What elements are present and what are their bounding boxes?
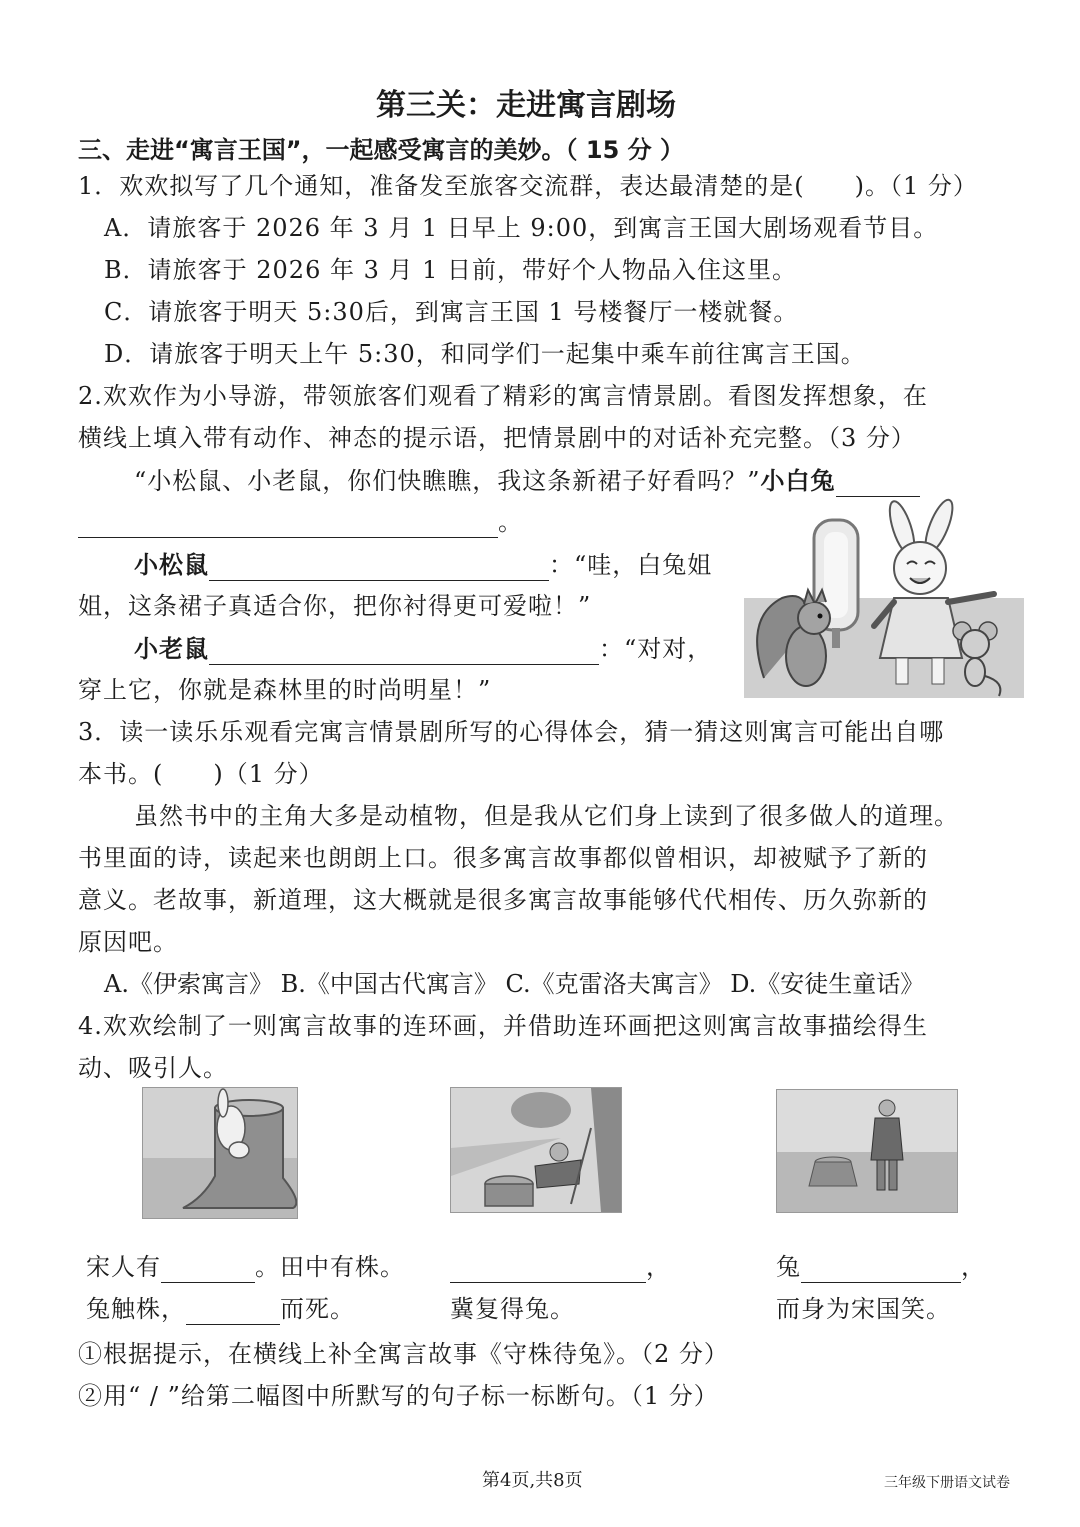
- mouse-blank[interactable]: [209, 642, 599, 665]
- rabbit-line: [134, 465, 920, 497]
- rabbit-period: 。: [498, 508, 523, 536]
- caption-1-a: 宋人有: [86, 1253, 161, 1281]
- caption-3-comma: ，: [961, 1253, 986, 1281]
- q3-passage-1: 虽然书中的主角大多是动植物，但是我从它们身上读到了很多做人的道理。: [134, 802, 959, 830]
- q3-passage-2: 书里面的诗，读起来也朗朗上口。很多寓言故事都似曾相识，却被赋予了新的: [78, 844, 928, 872]
- q4-sub1: ①根据提示，在横线上补全寓言故事《守株待兔》。（2 分）: [78, 1340, 729, 1368]
- squirrel-line: [134, 549, 712, 581]
- caption-3-blank[interactable]: [801, 1260, 961, 1283]
- comic-panel-2: [450, 1087, 622, 1213]
- q4-line1: 4.欢欢绘制了一则寓言故事的连环画，并借助连环画把这则寓言故事描绘得生: [78, 1012, 928, 1040]
- mouse-line: [134, 633, 712, 665]
- q3-passage-3: 意义。老故事，新道理，这大概就是很多寓言故事能够代代相传、历久弥新的: [78, 886, 928, 914]
- page-number: 第4页,共8页: [482, 1470, 583, 1491]
- squirrel-quote-a: ：“哇，白兔姐: [549, 551, 713, 579]
- tree-stump-icon: [809, 1157, 857, 1186]
- exam-label: 三年级下册语文试卷: [884, 1475, 1010, 1491]
- rabbit-blank-2[interactable]: [78, 515, 498, 538]
- caption-1-line2: [86, 1294, 355, 1325]
- scene-illustration: [744, 498, 1024, 698]
- q1-option-a: A．请旅客于 2026 年 3 月 1 日早上 9:00，到寓言王国大剧场观看节目。: [104, 214, 939, 242]
- caption-1-b: 。田中有株。: [255, 1253, 405, 1281]
- caption-1-c: 兔触株，: [86, 1295, 186, 1323]
- section-heading: 三、走进“寓言王国”，一起感受寓言的美妙。（ 15 分 ）: [78, 136, 685, 164]
- q4-line2: 动、吸引人。: [78, 1054, 228, 1082]
- q1-option-c: C．请旅客于明天 5:30后，到寓言王国 1 号楼餐厅一楼就餐。: [104, 298, 799, 326]
- rabbit-name: 小白兔: [760, 466, 836, 495]
- q2-line2: 横线上填入带有动作、神态的提示语，把情景剧中的对话补充完整。（3 分）: [78, 424, 916, 452]
- q3-line1: 3．读一读乐乐观看完寓言情景剧所写的心得体会，猜一猜这则寓言可能出自哪: [78, 718, 945, 746]
- q3-options: A.《伊索寓言》 B.《中国古代寓言》 C.《克雷洛夫寓言》 D.《安徒生童话》: [104, 970, 925, 998]
- q1-stem: 1．欢欢拟写了几个通知，准备发至旅客交流群，表达最清楚的是( )。（1 分）: [78, 172, 978, 200]
- caption-3-c: 而身为宋国笑。: [776, 1295, 951, 1323]
- squirrel-name: 小松鼠: [134, 550, 209, 579]
- caption-2-blank[interactable]: [450, 1260, 646, 1283]
- squirrel-blank[interactable]: [209, 558, 549, 581]
- squirrel-quote-b: 姐，这条裙子真适合你，把你衬得更可爱啦！”: [78, 592, 592, 620]
- mouse-quote-b: 穿上它，你就是森林里的时尚明星！”: [78, 676, 492, 704]
- comic-panel-1: [142, 1087, 298, 1219]
- mouse-quote-a: ：“对对，: [599, 635, 713, 663]
- caption-1-d: 而死。: [280, 1295, 355, 1323]
- q3-passage-4: 原因吧。: [78, 928, 178, 956]
- caption-1-blank-2[interactable]: [186, 1302, 280, 1325]
- caption-1-blank-1[interactable]: [161, 1260, 255, 1283]
- caption-1-line1: [86, 1252, 405, 1283]
- rabbit-blank[interactable]: [836, 474, 920, 497]
- caption-2-c: 冀复得兔。: [450, 1295, 575, 1323]
- q2-line1: 2.欢欢作为小导游，带领旅客们观看了精彩的寓言情景剧。看图发挥想象，在: [78, 382, 928, 410]
- rabbit-quote: “小松鼠、小老鼠，你们快瞧瞧，我这条新裙子好看吗？”: [134, 467, 761, 495]
- rabbit-continuation: [78, 507, 523, 538]
- q4-sub2: ②用“ / ”给第二幅图中所默写的句子标一标断句。（1 分）: [78, 1382, 719, 1410]
- mouse-name: 小老鼠: [134, 634, 209, 663]
- q1-option-d: D．请旅客于明天上午 5:30，和同学们一起集中乘车前往寓言王国。: [104, 340, 866, 368]
- caption-2-comma: ，: [646, 1253, 671, 1281]
- q3-line2: 本书。( )（1 分）: [78, 760, 324, 788]
- caption-2-line1: [450, 1252, 671, 1283]
- page-title: 第三关：走进寓言剧场: [376, 88, 676, 123]
- caption-3-line1: [776, 1252, 986, 1283]
- comic-panel-3: [776, 1089, 958, 1213]
- tree-stump-icon: [485, 1176, 533, 1206]
- caption-3-a: 兔: [776, 1253, 801, 1281]
- q1-option-b: B．请旅客于 2026 年 3 月 1 日前，带好个人物品入住这里。: [104, 256, 798, 284]
